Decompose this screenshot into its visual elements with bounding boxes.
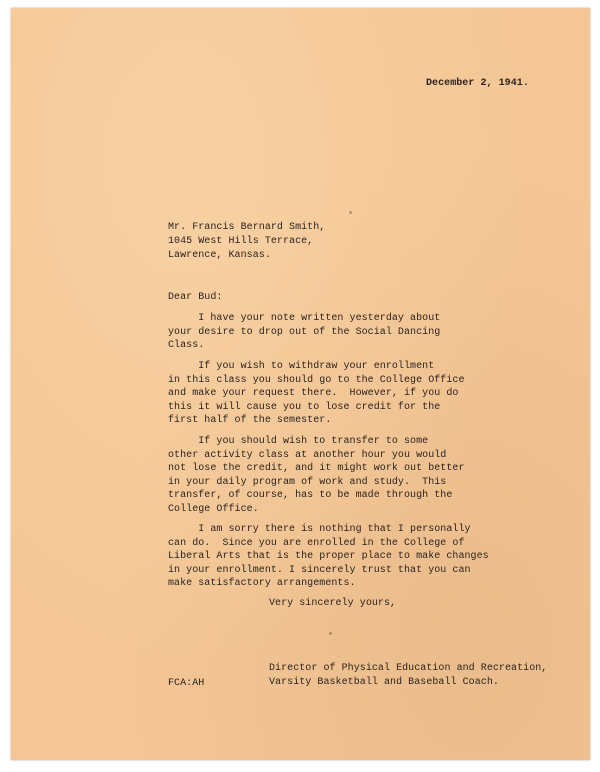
paragraph-4-line-5: make satisfactory arrangements. (168, 578, 356, 589)
paragraph-3-line-6: College Office. (168, 503, 259, 515)
closing: Very sincerely yours, (269, 598, 397, 609)
paragraph-4-line-1: I am sorry there is nothing that I personally (168, 524, 471, 535)
paragraph-3-line-3: not lose the credit, and it might work out better (168, 463, 465, 474)
paragraph-2-line-3: and make your request there. However, if you do (168, 388, 459, 399)
paper-speck (349, 211, 352, 214)
paragraph-4-line-2: can do. Since you are enrolled in the College of (168, 537, 465, 549)
paragraph-2-line-1: If you wish to withdraw your enrollment (168, 361, 435, 372)
paragraph-1-line-2: your desire to drop out of the Social Dancing (168, 326, 441, 338)
paragraph-3-line-5: transfer, of course, has to be made through the (168, 490, 453, 501)
paragraph-3-line-2: other activity class at another hour you would (168, 449, 447, 461)
recipient-street: 1045 West Hills Terrace, (168, 236, 314, 247)
signature-title-line-2: Varsity Basketball and Baseball Coach. (269, 677, 499, 688)
paragraph-4-line-4: in your enrollment. I sincerely trust that you can (168, 564, 471, 576)
reference-initials: FCA:AH (168, 678, 205, 689)
paragraph-1-line-1: I have your note written yesterday about (168, 313, 441, 324)
paragraph-4-line-3: Liberal Arts that is the proper place to make changes (168, 551, 489, 562)
paragraph-2-line-2: in this class you should go to the College Office (168, 374, 465, 386)
letter-date: December 2, 1941. (426, 78, 529, 89)
paragraph-3-line-4: in your daily program of work and study. This (168, 476, 447, 488)
salutation: Dear Bud: (168, 292, 223, 303)
paragraph-2-line-5: first half of the semester. (168, 415, 332, 426)
paragraph-3-line-1: If you should wish to transfer to some (168, 436, 429, 447)
paper-speck (329, 632, 332, 635)
recipient-city: Lawrence, Kansas. (168, 250, 271, 261)
paragraph-1-line-3: Class. (168, 340, 205, 351)
paragraph-2-line-4: this it will cause you to lose credit for the (168, 401, 441, 413)
recipient-name: Mr. Francis Bernard Smith, (168, 222, 326, 233)
signature-title-line-1: Director of Physical Education and Recreation, (269, 663, 548, 674)
